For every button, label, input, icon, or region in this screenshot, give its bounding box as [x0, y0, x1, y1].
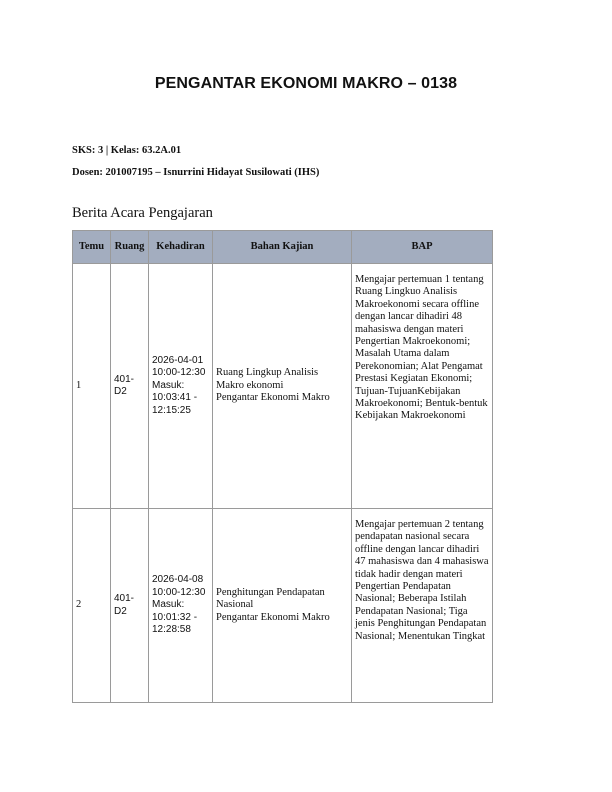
bahan-kajian-mata-kuliah: Pengantar Ekonomi Makro [216, 392, 330, 404]
cell-kehadiran [149, 264, 213, 509]
kehadiran-jadwal: 2026-04-01 10:00-12:30 [152, 354, 206, 379]
document-title: PENGANTAR EKONOMI MAKRO – 0138 [154, 75, 458, 92]
cell-bap: Mengajar pertemuan 1 tentang Ruang Lingkuo Analisis Makroekonomi secara offline dengan lancar dihadiri 48 mahasiswa dengan materi Pengertian Makroekonomi; Masalah Utama dalam Perekonomian; Alat Pengamat Prestasi Kegiatan Ekonomi; Tujuan-TujuanKebijakan Makroekonomi; Bentuk-bentuk Kebijakan Makroekonomi [352, 264, 493, 509]
table-row [73, 509, 493, 703]
table-row [73, 264, 493, 509]
kehadiran-jadwal: 2026-04-08 10:00-12:30 [152, 574, 206, 598]
header-temu: Temu [73, 231, 111, 264]
header-bap: BAP [352, 231, 493, 264]
bahan-kajian-mata-kuliah: Pengantar Ekonomi Makro [216, 611, 330, 623]
sks-kelas-line: SKS: 3 | Kelas: 63.2A.01 [72, 145, 182, 156]
table-header-row [73, 231, 493, 264]
cell-ruang: 401-D2 [111, 509, 149, 703]
bahan-kajian-topik: Ruang Lingkup Analisis Makro ekonomi [216, 367, 319, 391]
kehadiran-masuk: Masuk: 10:01:32 - 12:28:58 [152, 599, 198, 636]
cell-bahan-kajian [213, 509, 352, 703]
bap-table [72, 230, 493, 703]
cell-temu: 1 [73, 264, 111, 509]
header-ruang: Ruang [111, 231, 149, 264]
bahan-kajian-topik: Penghitungan Pendapatan Nasional [216, 586, 325, 611]
cell-temu: 2 [73, 509, 111, 703]
cell-kehadiran [149, 509, 213, 703]
kehadiran-masuk: Masuk: 10:03:41 - 12:15:25 [152, 379, 198, 416]
header-kehadiran: Kehadiran [149, 231, 213, 264]
section-title: Berita Acara Pengajaran [72, 205, 213, 221]
cell-bap: Mengajar pertemuan 2 tentang pendapatan nasional secara offline dengan lancar dihadiri 47 mahasiswa dan 4 mahasiswa tidak hadir dengan materi Pengertian Pendapatan Nasional; Beberapa Istilah Pendapatan Nasional; Tiga jenis Penghitungan Pendapatan Nasional; Menentukan Tingkat [352, 509, 493, 703]
header-bahan-kajian: Bahan Kajian [213, 231, 352, 264]
dosen-line: Dosen: 201007195 – Isnurrini Hidayat Susilowati (IHS) [72, 167, 320, 178]
cell-ruang: 401-D2 [111, 264, 149, 509]
cell-bahan-kajian [213, 264, 352, 509]
